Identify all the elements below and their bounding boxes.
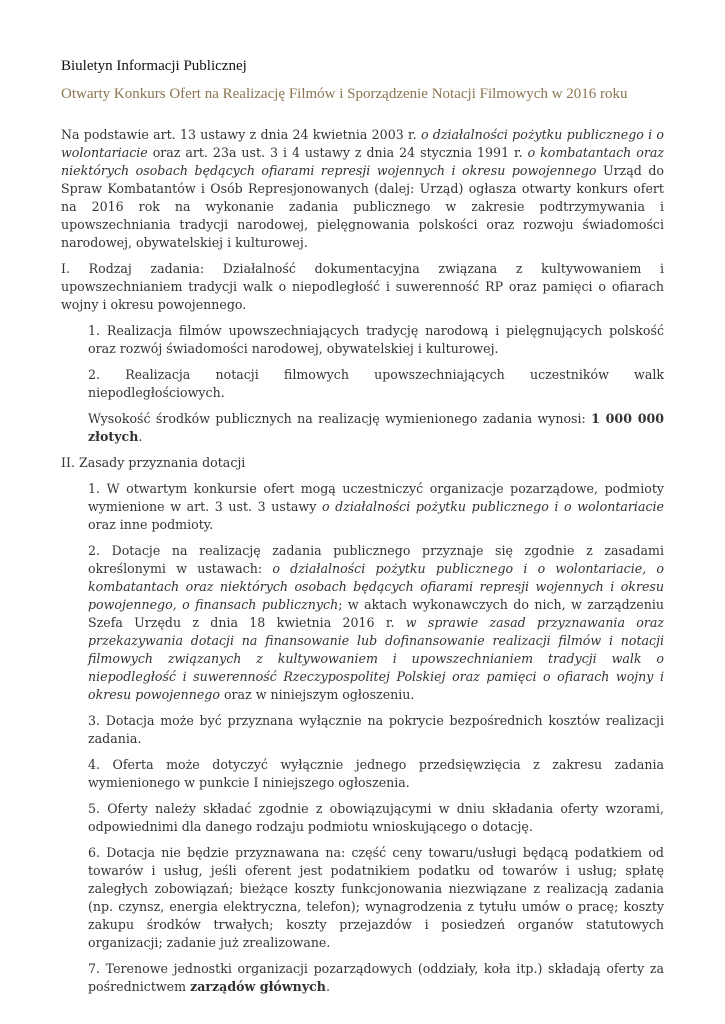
s2-p7-text-2: .	[325, 979, 330, 994]
document-header	[61, 0, 664, 104]
intro-text-1: Na podstawie art. 13 ustawy z dnia 24 kwietnia 2003 r.	[61, 127, 421, 142]
s2-p2-text-2: ; w aktach wykonawczych do nich, w zarządzeniu Szefa Urzędu z dnia 18 kwietnia 2016 r.	[88, 597, 664, 630]
s2-p1-act-title: o działalności pożytku publicznego i o wolontariacie	[321, 499, 664, 514]
s2-p1-text-1: 1. W otwartym konkursie ofert mogą uczestniczyć organizacje pozarządowe, podmioty wymienione w art. 3 ust. 3 ustawy	[88, 481, 664, 514]
s2-p2-act-titles: o działalności pożytku publicznego i o wolontariacie, o kombatantach oraz niektórych osobach będących ofiarami represji wojennych i okresu powojennego, o finansach publicznych	[88, 561, 664, 612]
funding-paragraph	[88, 410, 664, 446]
section-2-item-1	[88, 480, 664, 534]
section-2-item-7	[88, 960, 664, 996]
section-2-item-2	[88, 542, 664, 704]
section-2-item-5: 5. Oferty należy składać zgodnie z obowiązującymi w dniu składania oferty wzorami, odpowiednimi dla danego rodzaju podmiotu wnioskującego o dotację.	[88, 801, 664, 834]
section-1-item-1: 1. Realizacja filmów upowszechniających tradycję narodową i pielęgnujących polskość oraz rozwój świadomości narodowej, obywatelskiej i kulturowej.	[88, 323, 664, 356]
section-2-item-6: 6. Dotacja nie będzie przyznawana na: część ceny towaru/usługi będącą podatkiem od towarów i usług, jeśli oferent jest podatnikiem podatku od towarów i usług; spłatę zaległych zobowiązań; bieżące koszty funkcjonowania niezwiązane z realizacją zadania (np. czynsz, energia elektryczna, telefon); wynagrodzenia z tytułu umów o pracę; koszty zakupu środków trwałych; koszty przejazdów i posiedzeń organów statutowych organizacji; zadanie już zrealizowane.	[88, 845, 664, 950]
site-title: Biuletyn Informacji Publicznej	[61, 58, 247, 74]
document-title: Otwarty Konkurs Ofert na Realizację Filmów i Sporządzenie Notacji Filmowych w 2016 roku	[61, 86, 628, 102]
document-body	[61, 126, 664, 996]
intro-text-2: oraz art. 23a ust. 3 i 4 ustawy z dnia 24 stycznia 1991 r.	[147, 145, 528, 160]
funding-end: .	[138, 429, 143, 444]
intro-act-title-2: o kombatantach oraz niektórych osobach będących ofiarami represji wojennych i okresu powojennego	[61, 145, 664, 178]
s2-p2-order-title: w sprawie zasad przyznawania oraz przekazywania dotacji na finansowanie lub dofinansowanie realizacji filmów i notacji filmowych związanych z kultywowaniem i upowszechnianiem tradycji walk o niepodległość i suwerenność Rzeczypospolitej Polskiej oraz pamięci o ofiarach wojny i okresu powojennego	[88, 615, 664, 702]
section-2-item-3: 3. Dotacja może być przyznana wyłącznie na pokrycie bezpośrednich kosztów realizacji zadania.	[88, 713, 664, 746]
section-2-item-4: 4. Oferta może dotyczyć wyłącznie jednego przedsięwzięcia z zakresu zadania wymienionego w punkcie I niniejszego ogłoszenia.	[88, 757, 664, 790]
intro-act-title-1: o działalności pożytku publicznego i o wolontariacie	[61, 127, 665, 160]
s2-p1-text-2: oraz inne podmioty.	[88, 517, 214, 532]
section-2-heading: II. Zasady przyznania dotacji	[61, 455, 246, 470]
s2-p2-text-1: 2. Dotacje na realizację zadania publicznego przyznaje się zgodnie z zasadami określonymi w ustawach:	[88, 543, 664, 576]
section-1-item-2: 2. Realizacja notacji filmowych upowszechniających uczestników walk niepodległościowych.	[88, 367, 664, 400]
funding-text: Wysokość środków publicznych na realizację wymienionego zadania wynosi:	[88, 411, 592, 426]
intro-paragraph	[61, 126, 664, 252]
s2-p7-text-1: 7. Terenowe jednostki organizacji pozarządowych (oddziały, koła itp.) składają oferty za pośrednictwem	[88, 961, 664, 994]
section-1-heading: I. Rodzaj zadania: Działalność dokumentacyjna związana z kultywowaniem i upowszechnianiem tradycji walk o niepodległość i suwerenność RP oraz pamięci o ofiarach wojny i okresu powojennego.	[61, 261, 664, 312]
intro-text-3: Urząd do Spraw Kombatantów i Osób Represjonowanych (dalej: Urząd) ogłasza otwarty konkurs ofert na 2016 rok na wykonanie zadania publicznego w zakresie podtrzymywania i upowszechniania tradycji narodowej, pielęgnowania polskości oraz rozwoju świadomości narodowej, obywatelskiej i kulturowej.	[61, 163, 664, 250]
funding-amount: 1 000 000 złotych	[88, 411, 664, 444]
s2-p7-bold: zarządów głównych	[190, 979, 326, 994]
s2-p2-text-3: oraz w niniejszym ogłoszeniu.	[219, 687, 415, 702]
